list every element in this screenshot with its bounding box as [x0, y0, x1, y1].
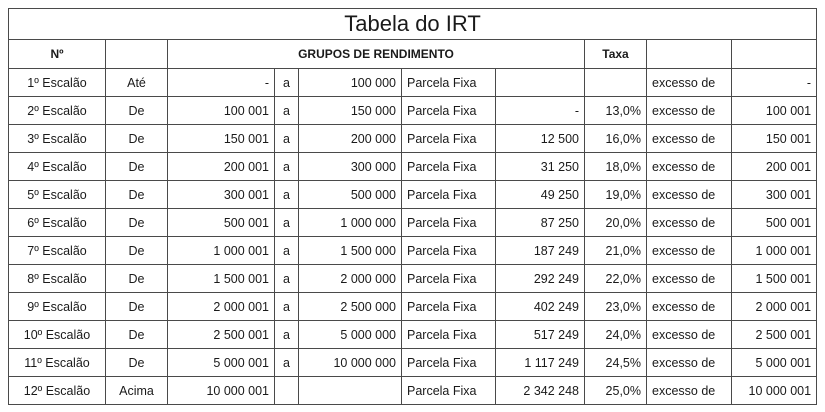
parcela-label-cell: Parcela Fixa: [402, 321, 496, 349]
separator-cell: a: [275, 237, 299, 265]
table-row: [9, 377, 817, 405]
escalao-cell: 3º Escalão: [9, 125, 106, 153]
excesso-label-cell: excesso de: [647, 321, 732, 349]
excesso-value-cell: 5 000 001: [732, 349, 817, 377]
table-title: Tabela do IRT: [9, 9, 817, 40]
escalao-cell: 5º Escalão: [9, 181, 106, 209]
separator-cell: [275, 377, 299, 405]
table-row: [9, 97, 817, 125]
irt-table: [8, 8, 817, 405]
to-cell: 2 500 000: [299, 293, 402, 321]
from-cell: 200 001: [168, 153, 275, 181]
excesso-label-cell: excesso de: [647, 349, 732, 377]
excesso-value-cell: 1 500 001: [732, 265, 817, 293]
parcela-label-cell: Parcela Fixa: [402, 181, 496, 209]
escalao-cell: 6º Escalão: [9, 209, 106, 237]
header-empty: [732, 40, 817, 69]
from-cell: 150 001: [168, 125, 275, 153]
table-row: [9, 265, 817, 293]
prefix-cell: De: [106, 125, 168, 153]
excesso-label-cell: excesso de: [647, 293, 732, 321]
separator-cell: a: [275, 293, 299, 321]
from-cell: 1 500 001: [168, 265, 275, 293]
from-cell: 1 000 001: [168, 237, 275, 265]
excesso-label-cell: excesso de: [647, 69, 732, 97]
parcela-label-cell: Parcela Fixa: [402, 97, 496, 125]
parcela-fixa-cell: 1 117 249: [496, 349, 585, 377]
separator-cell: a: [275, 153, 299, 181]
header-no: Nº: [9, 40, 106, 69]
excesso-label-cell: excesso de: [647, 97, 732, 125]
prefix-cell: De: [106, 265, 168, 293]
excesso-value-cell: 200 001: [732, 153, 817, 181]
prefix-cell: De: [106, 349, 168, 377]
separator-cell: a: [275, 265, 299, 293]
to-cell: 10 000 000: [299, 349, 402, 377]
taxa-cell: 25,0%: [585, 377, 647, 405]
escalao-cell: 7º Escalão: [9, 237, 106, 265]
parcela-label-cell: Parcela Fixa: [402, 349, 496, 377]
parcela-label-cell: Parcela Fixa: [402, 125, 496, 153]
parcela-fixa-cell: 12 500: [496, 125, 585, 153]
to-cell: 300 000: [299, 153, 402, 181]
excesso-label-cell: excesso de: [647, 153, 732, 181]
excesso-value-cell: 1 000 001: [732, 237, 817, 265]
parcela-fixa-cell: 31 250: [496, 153, 585, 181]
parcela-label-cell: Parcela Fixa: [402, 237, 496, 265]
excesso-label-cell: excesso de: [647, 265, 732, 293]
separator-cell: a: [275, 125, 299, 153]
parcela-fixa-cell: [496, 69, 585, 97]
parcela-fixa-cell: 402 249: [496, 293, 585, 321]
taxa-cell: 22,0%: [585, 265, 647, 293]
excesso-value-cell: 10 000 001: [732, 377, 817, 405]
to-cell: 500 000: [299, 181, 402, 209]
escalao-cell: 12º Escalão: [9, 377, 106, 405]
parcela-fixa-cell: 517 249: [496, 321, 585, 349]
prefix-cell: De: [106, 293, 168, 321]
table-row: [9, 209, 817, 237]
escalao-cell: 4º Escalão: [9, 153, 106, 181]
escalao-cell: 9º Escalão: [9, 293, 106, 321]
header-taxa: Taxa: [585, 40, 647, 69]
separator-cell: a: [275, 181, 299, 209]
parcela-label-cell: Parcela Fixa: [402, 265, 496, 293]
escalao-cell: 2º Escalão: [9, 97, 106, 125]
separator-cell: a: [275, 349, 299, 377]
parcela-label-cell: Parcela Fixa: [402, 153, 496, 181]
taxa-cell: 18,0%: [585, 153, 647, 181]
escalao-cell: 11º Escalão: [9, 349, 106, 377]
to-cell: 5 000 000: [299, 321, 402, 349]
excesso-value-cell: 150 001: [732, 125, 817, 153]
parcela-label-cell: Parcela Fixa: [402, 293, 496, 321]
parcela-label-cell: Parcela Fixa: [402, 69, 496, 97]
excesso-value-cell: -: [732, 69, 817, 97]
parcela-label-cell: Parcela Fixa: [402, 209, 496, 237]
excesso-value-cell: 500 001: [732, 209, 817, 237]
taxa-cell: 21,0%: [585, 237, 647, 265]
from-cell: 300 001: [168, 181, 275, 209]
header-grupos: GRUPOS DE RENDIMENTO: [168, 40, 585, 69]
prefix-cell: Acima: [106, 377, 168, 405]
taxa-cell: 13,0%: [585, 97, 647, 125]
header-empty: [106, 40, 168, 69]
parcela-fixa-cell: -: [496, 97, 585, 125]
excesso-label-cell: excesso de: [647, 125, 732, 153]
to-cell: [299, 377, 402, 405]
header-empty: [647, 40, 732, 69]
to-cell: 2 000 000: [299, 265, 402, 293]
taxa-cell: 20,0%: [585, 209, 647, 237]
excesso-value-cell: 300 001: [732, 181, 817, 209]
prefix-cell: De: [106, 237, 168, 265]
from-cell: 10 000 001: [168, 377, 275, 405]
to-cell: 100 000: [299, 69, 402, 97]
from-cell: 5 000 001: [168, 349, 275, 377]
taxa-cell: [585, 69, 647, 97]
table-row: [9, 237, 817, 265]
title-row: [9, 9, 817, 40]
table-row: [9, 293, 817, 321]
separator-cell: a: [275, 97, 299, 125]
to-cell: 1 000 000: [299, 209, 402, 237]
escalao-cell: 8º Escalão: [9, 265, 106, 293]
separator-cell: a: [275, 69, 299, 97]
table-row: [9, 69, 817, 97]
taxa-cell: 23,0%: [585, 293, 647, 321]
parcela-fixa-cell: 2 342 248: [496, 377, 585, 405]
parcela-fixa-cell: 187 249: [496, 237, 585, 265]
excesso-value-cell: 2 500 001: [732, 321, 817, 349]
header-row: [9, 40, 817, 69]
from-cell: 100 001: [168, 97, 275, 125]
to-cell: 200 000: [299, 125, 402, 153]
table-row: [9, 181, 817, 209]
taxa-cell: 16,0%: [585, 125, 647, 153]
excesso-value-cell: 2 000 001: [732, 293, 817, 321]
prefix-cell: De: [106, 97, 168, 125]
excesso-label-cell: excesso de: [647, 377, 732, 405]
from-cell: 500 001: [168, 209, 275, 237]
escalao-cell: 10º Escalão: [9, 321, 106, 349]
taxa-cell: 24,5%: [585, 349, 647, 377]
excesso-value-cell: 100 001: [732, 97, 817, 125]
taxa-cell: 24,0%: [585, 321, 647, 349]
table-row: [9, 349, 817, 377]
from-cell: 2 000 001: [168, 293, 275, 321]
separator-cell: a: [275, 321, 299, 349]
escalao-cell: 1º Escalão: [9, 69, 106, 97]
prefix-cell: Até: [106, 69, 168, 97]
from-cell: -: [168, 69, 275, 97]
prefix-cell: De: [106, 209, 168, 237]
from-cell: 2 500 001: [168, 321, 275, 349]
parcela-fixa-cell: 49 250: [496, 181, 585, 209]
parcela-fixa-cell: 292 249: [496, 265, 585, 293]
taxa-cell: 19,0%: [585, 181, 647, 209]
prefix-cell: De: [106, 181, 168, 209]
excesso-label-cell: excesso de: [647, 181, 732, 209]
table-row: [9, 321, 817, 349]
separator-cell: a: [275, 209, 299, 237]
table-row: [9, 125, 817, 153]
to-cell: 150 000: [299, 97, 402, 125]
excesso-label-cell: excesso de: [647, 209, 732, 237]
excesso-label-cell: excesso de: [647, 237, 732, 265]
irt-table-container: [8, 8, 816, 405]
prefix-cell: De: [106, 321, 168, 349]
parcela-fixa-cell: 87 250: [496, 209, 585, 237]
parcela-label-cell: Parcela Fixa: [402, 377, 496, 405]
prefix-cell: De: [106, 153, 168, 181]
table-row: [9, 153, 817, 181]
to-cell: 1 500 000: [299, 237, 402, 265]
